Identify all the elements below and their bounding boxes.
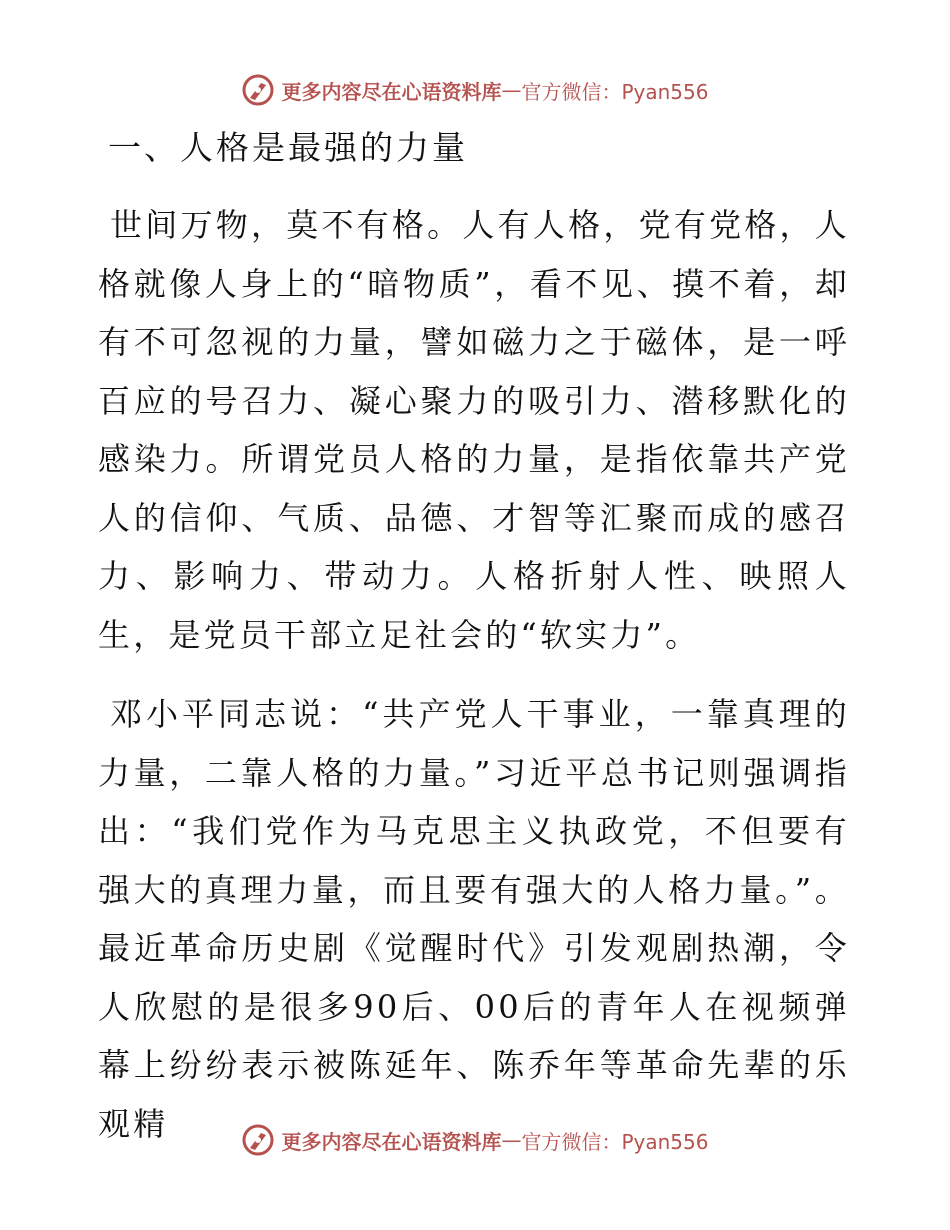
paragraph-1: 世间万物，莫不有格。人有人格，党有党格，人格就像人身上的“暗物质”，看不见、摸不着，却有不可忽视的力量，譬如磁力之于磁体，是一呼百应的号召力、凝心聚力的吸引力、潜移默化的感染力。所谓党员人格的力量，是指依靠共产党人的信仰、气质、品德、才智等汇聚而成的感召力、影响力、带动力。人格折射人性、映照人生，是党员干部立足社会的“软实力”。	[98, 206, 850, 654]
watermark-separator: —	[501, 1128, 522, 1152]
brand-logo-icon	[241, 73, 275, 107]
watermark-header	[0, 70, 950, 110]
watermark-brand: 更多内容尽在心语资料库	[281, 1129, 502, 1154]
watermark-separator: —	[501, 78, 522, 102]
watermark-footer	[0, 1120, 950, 1160]
brand-logo-icon	[241, 1123, 275, 1157]
section-heading: 一、人格是最强的力量	[108, 128, 468, 167]
document-body	[98, 120, 850, 1174]
watermark-contact: 官方微信：Pyan556	[521, 79, 709, 104]
watermark-contact: 官方微信：Pyan556	[521, 1129, 709, 1154]
paragraph-2: 邓小平同志说：“共产党人干事业，一靠真理的力量，二靠人格的力量。”习近平总书记则强调指出：“我们党作为马克思主义执政党，不但要有强大的真理力量，而且要有强大的人格力量。”。最近革命历史剧《觉醒时代》引发观剧热潮，令人欣慰的是很多90后、00后的青年人在视频弹幕上纷纷表示被陈延年、陈乔年等革命先辈的乐观精	[98, 695, 850, 1143]
watermark-brand: 更多内容尽在心语资料库	[281, 79, 502, 104]
